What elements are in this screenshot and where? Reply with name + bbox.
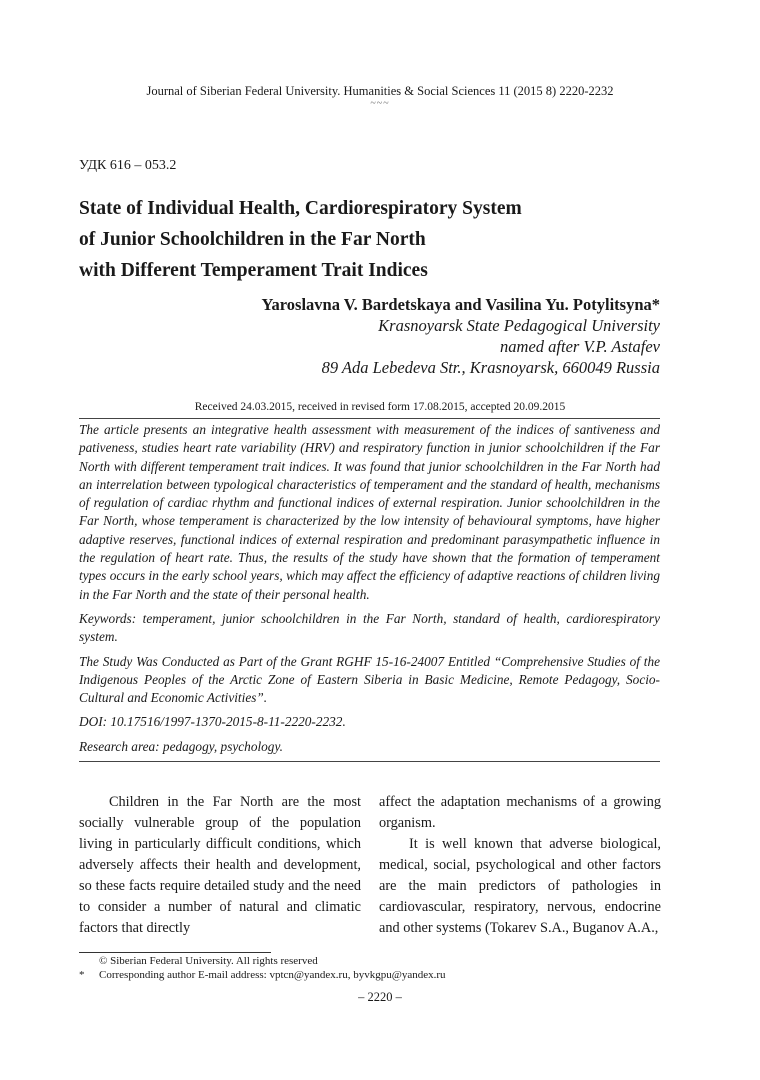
title-line: with Different Temperament Trait Indices	[79, 260, 428, 281]
affiliation-line: Krasnoyarsk State Pedagogical University	[378, 316, 660, 335]
affiliation-address: 89 Ada Lebedeva Str., Krasnoyarsk, 660049 Russia	[321, 358, 660, 377]
corresponding-author-note: Corresponding author E-mail address: vptcn@yandex.ru, byvkgpu@yandex.ru	[99, 968, 446, 981]
journal-header: Journal of Siberian Federal University. Humanities & Social Sciences 11 (2015 8) 2220-2232	[146, 84, 614, 98]
body-column-right	[379, 792, 661, 939]
abstract-text: The article presents an integrative health assessment with measurement of the indices of santiveness and pativeness, studies heart rate variability (HRV) and respiratory function in junior schoolchildren if the Far North with different temperament trait indices. It was found that junior schoolchildren in the Far North had an interrelation between typological characteristics of temperament and the standard of health, mechanisms of regulation of cardiac rhythm and functional indices of external respiration. Junior schoolchildren in the Far North, whose temperament is characterized by the low intensity of behavioural symptoms, have higher adaptive reserves, functional indices of external respiration and predominant parasympathetic influence in the regulation of heart rate. Thus, the results of the study have shown that the formation of temperament types occurs in the early school years, which may affect the efficiency of adaptive reactions of children living in the Far North and the state of their personal health.	[79, 422, 660, 602]
udk-code: УДК 616 – 053.2	[79, 158, 177, 173]
title-line: of Junior Schoolchildren in the Far North	[79, 229, 426, 250]
body-paragraph: It is well known that adverse biological, medical, social, psychological and other factors are the main predictors of pathologies in cardiovascular, respiratory, nervous, endocrine and other systems (Tokarev S.A., Buganov A.A.,	[379, 836, 661, 936]
body-paragraph: affect the adaptation mechanisms of a growing organism.	[379, 794, 661, 831]
footnotes	[79, 955, 446, 982]
footnote-rule	[79, 952, 271, 953]
affiliation-line: named after V.P. Astafev	[500, 337, 660, 356]
research-area: Research area: pedagogy, psychology.	[79, 738, 283, 754]
abstract-bottom-rule	[79, 761, 660, 762]
abstract-block	[79, 421, 660, 762]
abstract-top-rule	[79, 418, 660, 419]
article-title	[79, 193, 522, 286]
title-line: State of Individual Health, Cardiorespiratory System	[79, 198, 522, 219]
doi[interactable]: DOI: 10.17516/1997-1370-2015-8-11-2220-2232.	[79, 714, 346, 730]
keywords: Keywords: temperament, junior schoolchildren in the Far North, standard of health, cardiorespiratory system.	[79, 610, 660, 645]
grant-note: The Study Was Conducted as Part of the Grant RGHF 15-16-24007 Entitled “Comprehensive Studies of the Indigenous Peoples of the Arctic Zone of Eastern Siberia in Basic Medicine, Remote Pedagogy, Socio-Cultural and Economic Activities”.	[79, 653, 660, 706]
header-ornament: ~~~	[370, 98, 390, 109]
body-column-left	[79, 792, 361, 939]
received-dates: Received 24.03.2015, received in revised form 17.08.2015, accepted 20.09.2015	[194, 401, 566, 413]
footnote-star: *	[79, 968, 85, 981]
copyright-note: © Siberian Federal University. All rights reserved	[99, 955, 318, 967]
author-block	[261, 294, 660, 378]
author-names: Yaroslavna V. Bardetskaya and Vasilina Yu. Potylitsyna*	[261, 295, 660, 314]
body-paragraph: Children in the Far North are the most socially vulnerable group of the population living in particularly difficult conditions, which adversely affects their health and development, so these facts require detailed study and the need to consider a number of natural and climatic factors that directly	[79, 794, 361, 936]
page-number: – 2220 –	[358, 990, 402, 1004]
